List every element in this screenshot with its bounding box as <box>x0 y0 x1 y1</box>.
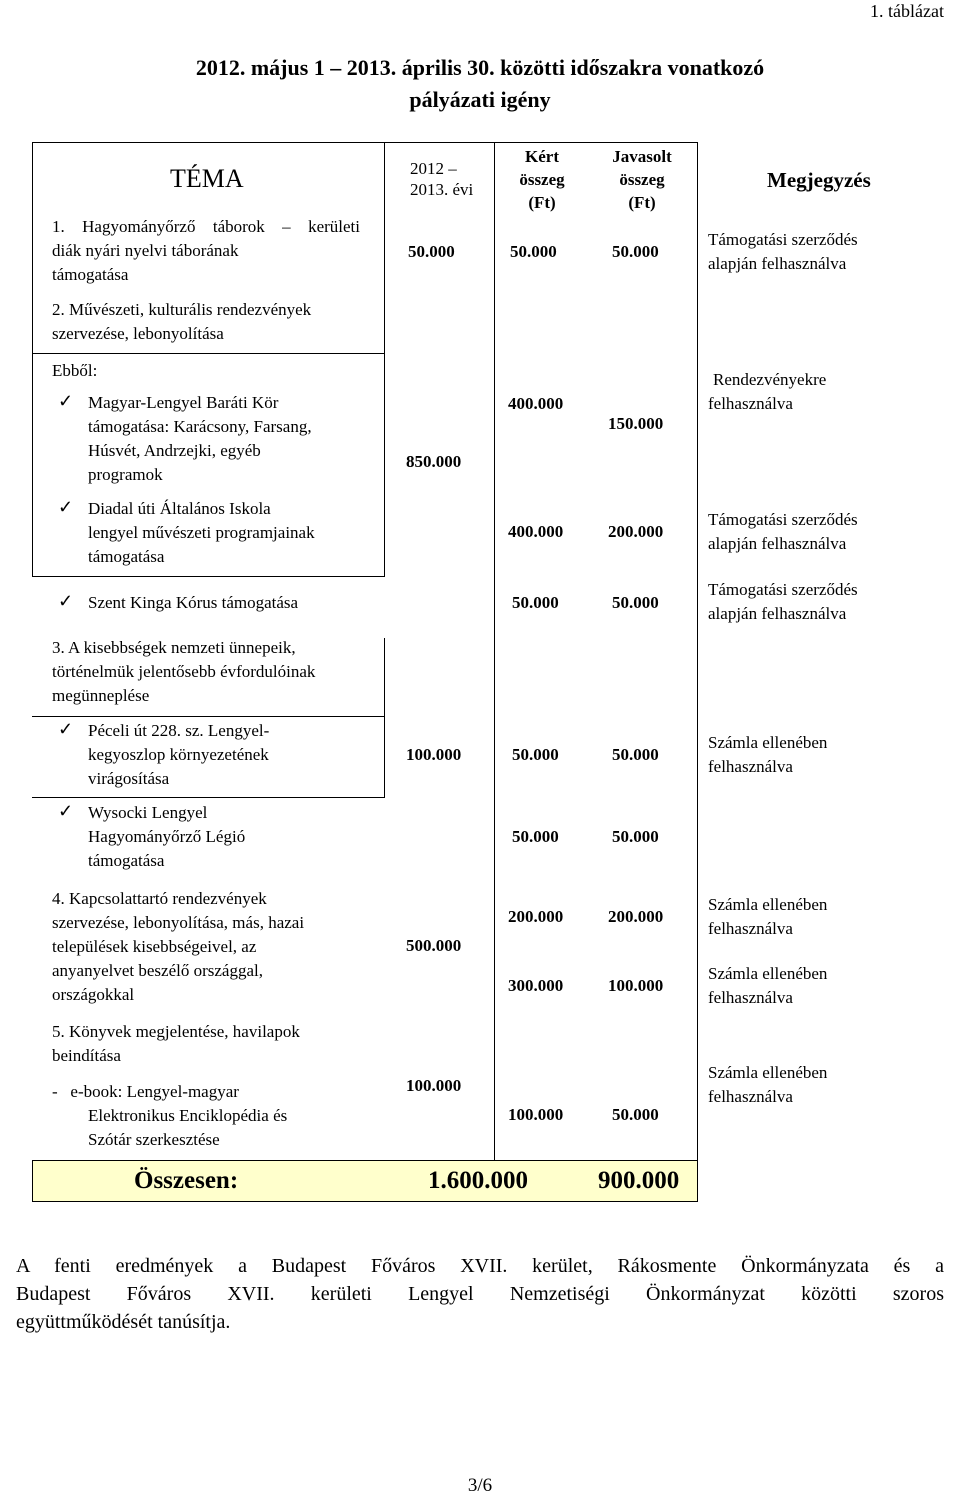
row5a-text-1: - e-book: Lengyel-magyar <box>52 1082 239 1101</box>
header-kert-2: összeg <box>519 170 565 189</box>
row5-text-1: 5. Könyvek megjelentése, havilapok <box>52 1022 300 1041</box>
row2b-note-1: Támogatási szerződés <box>708 510 858 529</box>
row2b-text-3: támogatása <box>88 547 165 566</box>
checkmark-icon: ✓ <box>58 497 74 517</box>
row4-text-2: szervezése, lebonyolítása, más, hazai <box>52 913 305 932</box>
header-kert-1: Kért <box>525 147 559 166</box>
row2a-kert: 400.000 <box>508 394 564 413</box>
page-number: 3/6 <box>467 1475 493 1496</box>
row4b-jav: 100.000 <box>608 976 664 995</box>
row2a-jav: 150.000 <box>608 414 664 433</box>
checkmark-icon: ✓ <box>58 391 74 411</box>
header-jav-2: összeg <box>619 170 665 189</box>
row1-note-2: alapján felhasználva <box>708 254 847 273</box>
row2b-kert: 400.000 <box>508 522 564 541</box>
row4a-note-2: felhasználva <box>708 919 793 938</box>
row2b-text-1: Diadal úti Általános Iskola <box>88 499 271 518</box>
row5a-text-3: Szótár szerkesztése <box>88 1130 220 1149</box>
row2a-note-1: Rendezvényekre <box>713 370 827 389</box>
row4-text-5: országokkal <box>52 985 135 1004</box>
row5-text-2: beindítása <box>52 1046 121 1065</box>
row2a-text-4: programok <box>88 465 163 484</box>
row4-text-4: anyanyelvet beszélő országgal, <box>52 961 263 980</box>
row5a-kert: 100.000 <box>508 1105 564 1124</box>
row2a-text-2: támogatása: Karácsony, Farsang, <box>88 417 312 436</box>
row3b-jav: 50.000 <box>612 827 659 846</box>
row3-note-2: felhasználva <box>708 757 793 776</box>
row3a-text-3: virágosítása <box>88 769 170 788</box>
row4-text-3: települések kisebbségeivel, az <box>52 937 257 956</box>
row3a-kert: 50.000 <box>512 745 559 764</box>
footer-text-2: Budapest Főváros XVII. kerületi Lengyel Nemzetiségi Önkormányzat közötti szoros <box>16 1283 944 1305</box>
row3b-kert: 50.000 <box>512 827 559 846</box>
footer-text-3: együttműködését tanúsítja. <box>16 1311 231 1333</box>
header-year-1: 2012 – <box>410 159 457 178</box>
row4a-note-1: Számla ellenében <box>708 895 828 914</box>
row4-text-1: 4. Kapcsolattartó rendezvények <box>52 889 267 908</box>
row2a-note-2: felhasználva <box>708 394 793 413</box>
checkmark-icon: ✓ <box>58 591 74 611</box>
header-kert-3: (Ft) <box>528 193 556 212</box>
row3-text-1: 3. A kisebbségek nemzeti ünnepeik, <box>52 638 296 657</box>
row3a-text-1: Péceli út 228. sz. Lengyel- <box>88 721 270 740</box>
row2c-kert: 50.000 <box>512 593 559 612</box>
table-tag: 1. táblázat <box>870 1 944 21</box>
row2c-note-2: alapján felhasználva <box>708 604 847 623</box>
row4-year: 500.000 <box>406 936 462 955</box>
row2a-text-3: Húsvét, Andrzejki, egyéb <box>88 441 261 460</box>
row4a-jav: 200.000 <box>608 907 664 926</box>
total-kert: 1.600.000 <box>428 1167 528 1194</box>
total-label: Összesen: <box>134 1167 239 1194</box>
row5a-text-2: Elektronikus Enciklopédia és <box>88 1106 288 1125</box>
row1-text-2: diák nyári nyelvi táborának <box>52 241 239 260</box>
row2-text-2: szervezése, lebonyolítása <box>52 324 224 343</box>
footer-text-1: A fenti eredmények a Budapest Főváros XVII. kerület, Rákosmente Önkormányzata és a <box>16 1255 944 1277</box>
page-title: 2012. május 1 – 2013. április 30. közötti időszakra vonatkozó <box>195 55 765 80</box>
header-jav-3: (Ft) <box>628 193 656 212</box>
checkmark-icon: ✓ <box>58 801 74 821</box>
row3-year: 100.000 <box>406 745 462 764</box>
row4b-note-2: felhasználva <box>708 988 793 1007</box>
row3-note-1: Számla ellenében <box>708 733 828 752</box>
row2-year: 850.000 <box>406 452 462 471</box>
header-tema: TÉMA <box>170 164 244 193</box>
header-megjegyzes: Megjegyzés <box>767 168 871 192</box>
page-title-line2: pályázati igény <box>409 87 551 112</box>
row1-note-1: Támogatási szerződés <box>708 230 858 249</box>
row1-jav: 50.000 <box>612 242 659 261</box>
row2b-text-2: lengyel művészeti programjainak <box>88 523 315 542</box>
row2a-text-1: Magyar-Lengyel Baráti Kör <box>88 393 279 412</box>
row3-text-3: megünneplése <box>52 686 150 705</box>
row3b-text-1: Wysocki Lengyel <box>88 803 208 822</box>
row3b-text-3: támogatása <box>88 851 165 870</box>
row5-note-1: Számla ellenében <box>708 1063 828 1082</box>
row2c-note-1: Támogatási szerződés <box>708 580 858 599</box>
row3-text-2: történelmük jelentősebb évfordulóinak <box>52 662 316 681</box>
row5-year: 100.000 <box>406 1076 462 1095</box>
row1-text-1: 1. Hagyományőrző táborok – kerületi <box>52 217 360 236</box>
row3a-text-2: kegyoszlop környezetének <box>88 745 269 764</box>
row2b-note-2: alapján felhasználva <box>708 534 847 553</box>
row4b-kert: 300.000 <box>508 976 564 995</box>
row1-text-3: támogatása <box>52 265 129 284</box>
row4a-kert: 200.000 <box>508 907 564 926</box>
row2-text-1: 2. Művészeti, kulturális rendezvények <box>52 300 312 319</box>
row5-note-2: felhasználva <box>708 1087 793 1106</box>
header-jav-1: Javasolt <box>612 147 672 166</box>
row2c-jav: 50.000 <box>612 593 659 612</box>
row3b-text-2: Hagyományőrző Légió <box>88 827 246 846</box>
header-year-2: 2013. évi <box>410 180 474 199</box>
row1-year: 50.000 <box>408 242 455 261</box>
row5a-jav: 50.000 <box>612 1105 659 1124</box>
row3a-jav: 50.000 <box>612 745 659 764</box>
row2-ebbol: Ebből: <box>52 361 98 380</box>
row2c-text: Szent Kinga Kórus támogatása <box>88 593 299 612</box>
checkmark-icon: ✓ <box>58 719 74 739</box>
row4b-note-1: Számla ellenében <box>708 964 828 983</box>
total-jav: 900.000 <box>598 1167 680 1194</box>
row1-kert: 50.000 <box>510 242 557 261</box>
row2b-jav: 200.000 <box>608 522 664 541</box>
